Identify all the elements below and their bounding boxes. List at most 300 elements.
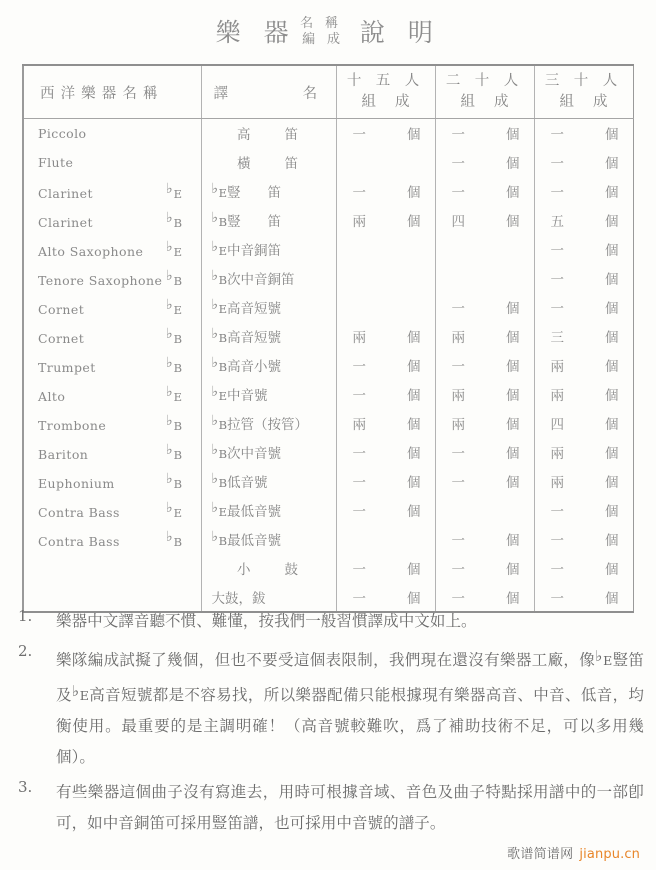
table-row [23,438,633,467]
cell-quantity-group30 [534,351,633,380]
quantity-number: 兩 [451,417,465,433]
instrument-key [166,442,182,461]
cell-quantity-group30 [534,409,633,438]
cell-quantity-group20 [435,293,534,322]
instrument-english-name: Cornet [38,301,85,317]
title-stacked-pair [296,10,348,49]
title-stack-bottom: 編 成 [302,32,344,48]
quantity-unit: 個 [407,388,421,404]
cell-quantity-group15 [336,351,435,380]
note-item [18,641,644,773]
cell-instrument-english [23,322,201,351]
quantity-unit: 個 [407,562,421,578]
instrument-english-name: Contra Bass [38,504,120,520]
column-header-group15 [336,65,435,119]
cell-quantity-group15 [336,438,435,467]
cell-quantity-group15 [336,554,435,583]
table-header-row [23,65,633,119]
quantity-number: 一 [550,504,564,520]
translation-name: 最低音號 [227,504,282,521]
flat-key-b-icon [211,267,228,288]
quantity-number: 四 [451,214,465,230]
quantity-unit: 個 [506,533,520,549]
cell-quantity-group15 [336,409,435,438]
quantity-unit: 個 [506,301,520,317]
cell-quantity-group20 [435,235,534,264]
cell-quantity-group20 [435,438,534,467]
quantity-unit: 個 [506,446,520,462]
quantity-number: 一 [352,562,366,578]
column-header-group30-line2: 組 成 [559,94,615,110]
flat-symbol: ♭ [211,238,219,255]
flat-key-e-icon [166,239,183,259]
pitch-letter: B [218,273,228,288]
table-row [23,119,633,148]
cell-instrument-translation [201,119,336,148]
pitch-letter: E [603,652,613,668]
column-header-group30-inner [535,71,633,113]
column-header-group20-inner [436,71,534,113]
quantity-unit: 個 [605,417,619,433]
cell-quantity-group30 [534,322,633,351]
quantity-number [353,299,357,315]
instrument-english-name: Bariton [38,446,89,462]
flat-key-e-icon [166,384,183,404]
table-row [23,322,633,351]
instrument-table [22,64,634,613]
instrument-english-name: Clarinet [38,214,93,230]
cell-quantity-group15 [336,293,435,322]
cell-quantity-group15 [336,264,435,293]
cell-quantity-group20 [435,467,534,496]
notes-section [18,606,644,843]
quantity-number: 一 [550,156,564,172]
cell-instrument-english [23,525,201,554]
table-row [23,293,633,322]
quantity-unit: 個 [407,475,421,491]
quantity-number: 一 [550,533,564,549]
quantity-unit: 個 [605,533,619,549]
flat-symbol: ♭ [71,681,80,700]
flat-symbol: ♭ [211,441,219,458]
column-header-english-label: 西洋樂器名稱 [40,85,164,102]
instrument-english-name [38,561,42,576]
pitch-letter: B [218,447,228,462]
pitch-letter: B [173,418,183,433]
quantity-number: 一 [451,185,465,201]
quantity-number: 兩 [352,330,366,346]
cell-quantity-group30 [534,525,633,554]
quantity-number: 一 [550,127,564,144]
translation-name-part1: 橫 [237,156,251,172]
pitch-letter: B [173,331,183,346]
table-row [23,351,633,380]
cell-instrument-english [23,119,201,148]
quantity-unit: 個 [407,214,421,230]
instrument-english-name: Cornet [38,330,85,346]
quantity-number [353,241,357,257]
quantity-unit: 個 [407,330,421,346]
quantity-unit: 個 [407,504,421,520]
quantity-number: 兩 [352,417,366,433]
flat-key-b-icon [211,325,228,346]
instrument-key [166,239,182,258]
pitch-letter: B [173,215,183,230]
quantity-number: 兩 [352,214,366,230]
instrument-key [166,181,182,200]
quantity-unit: 個 [407,446,421,462]
pitch-letter: E [173,244,183,259]
quantity-unit [515,502,519,518]
pitch-letter: B [218,476,228,491]
cell-instrument-english [23,409,201,438]
table-row [23,235,633,264]
quantity-number [452,502,456,518]
cell-quantity-group15 [336,496,435,525]
table-row [23,148,633,177]
cell-instrument-translation [201,409,336,438]
cell-instrument-translation [201,235,336,264]
quantity-number: 一 [451,156,465,172]
quantity-number [353,531,357,547]
cell-instrument-english [23,496,201,525]
flat-symbol: ♭ [211,383,219,400]
quantity-unit: 個 [407,185,421,201]
cell-quantity-group30 [534,380,633,409]
cell-instrument-english [23,293,201,322]
cell-quantity-group30 [534,496,633,525]
cell-quantity-group30 [534,119,633,148]
flat-symbol: ♭ [211,528,219,545]
translation-name-part2: 鼓 [284,562,298,578]
pitch-letter: B [218,215,228,230]
flat-symbol: ♭ [211,354,219,371]
quantity-unit: 個 [605,156,619,172]
instrument-english-name: Clarinet [38,185,93,201]
column-header-translation-right: 名 [302,85,322,102]
flat-symbol: ♭ [166,297,174,314]
flat-key-b-icon [211,528,228,549]
table-header [23,65,633,119]
cell-quantity-group20 [435,380,534,409]
flat-key-b-icon [166,326,183,346]
quantity-number: 一 [550,185,564,201]
quantity-number: 一 [451,533,465,549]
table-row [23,467,633,496]
flat-symbol: ♭ [166,471,174,488]
pitch-letter: E [173,186,183,201]
quantity-unit [416,531,420,547]
quantity-unit: 個 [605,504,619,520]
quantity-unit: 個 [506,214,520,230]
flat-symbol: ♭ [211,180,219,197]
translation-name: 高音短號 [227,301,282,318]
flat-symbol: ♭ [166,239,174,256]
table-body [23,119,633,612]
pitch-letter: B [218,418,228,433]
quantity-number: 五 [550,214,564,230]
cell-quantity-group30 [534,206,633,235]
quantity-number: 兩 [550,388,564,404]
flat-symbol: ♭ [166,268,174,285]
quantity-unit: 個 [605,388,619,404]
flat-key-b-icon [211,209,228,230]
flat-key-e-icon [595,647,613,669]
cell-quantity-group15 [336,467,435,496]
cell-instrument-translation [201,293,336,322]
quantity-number: 兩 [550,359,564,375]
quantity-unit: 個 [605,359,619,375]
quantity-unit: 個 [407,417,421,433]
quantity-number: 一 [451,301,465,317]
flat-symbol: ♭ [166,413,174,430]
quantity-unit: 個 [605,127,619,144]
translation-name: 大鼓，鈸 [211,590,266,607]
quantity-unit: 個 [506,388,520,404]
flat-key-b-icon [166,355,183,375]
instrument-key [166,500,182,519]
flat-symbol: ♭ [166,181,174,198]
quantity-number: 一 [451,590,465,607]
quantity-unit: 個 [407,359,421,375]
quantity-unit: 個 [605,243,619,259]
cell-instrument-english [23,177,201,206]
pitch-letter: E [218,389,228,404]
cell-instrument-english [23,438,201,467]
quantity-unit: 個 [605,446,619,462]
instrument-english-name: Piccolo [38,125,87,141]
translation-name: 高音小號 [227,359,282,376]
instrument-key [166,268,182,287]
cell-instrument-translation [201,438,336,467]
quantity-unit: 個 [407,127,421,144]
quantity-number: 一 [451,127,465,144]
cell-instrument-english [23,351,201,380]
cell-quantity-group20 [435,177,534,206]
cell-instrument-translation [201,177,336,206]
cell-quantity-group30 [534,293,633,322]
cell-quantity-group20 [435,322,534,351]
translation-name: 豎 笛 [227,185,282,202]
quantity-unit: 個 [605,214,619,230]
quantity-unit: 個 [506,156,520,172]
cell-quantity-group20 [435,496,534,525]
quantity-unit: 個 [506,185,520,201]
pitch-letter: B [173,273,183,288]
cell-instrument-translation [201,206,336,235]
table-row [23,554,633,583]
instrument-key [166,355,182,374]
instrument-english-name: Alto [38,388,66,404]
flat-key-b-icon [166,210,183,230]
flat-key-b-icon [211,412,228,433]
quantity-number: 四 [550,417,564,433]
cell-quantity-group20 [435,554,534,583]
quantity-number: 一 [550,590,564,607]
cell-quantity-group30 [534,177,633,206]
quantity-number: 一 [352,388,366,404]
flat-symbol: ♭ [211,296,219,313]
note-text-part1: 樂隊編成試擬了幾個，但也不要受這個表限制，我們現在還沒有樂器工廠，像 [56,650,596,669]
instrument-key [166,471,182,490]
cell-instrument-translation [201,264,336,293]
quantity-unit: 個 [605,185,619,201]
table-row [23,380,633,409]
quantity-number: 兩 [550,475,564,491]
instrument-table-container [22,64,632,613]
quantity-unit: 個 [605,330,619,346]
instrument-english-name: Trombone [38,417,107,433]
instrument-english-name: Flute [38,154,74,170]
note-text-part3: 高音短號都是不容易找，所以樂器配備只能根據現有樂器高音、中音、低音，均衡使用。最重要的是主調明確！（高音號較難吹，爲了補助技術不足，可以多用幾個）。 [56,685,644,766]
table-row [23,264,633,293]
instrument-english-name: Trumpet [38,359,96,375]
column-header-english [23,65,201,119]
translation-name: 低音號 [227,475,268,492]
translation-name: 最低音號 [227,533,282,550]
flat-key-e-icon [166,500,183,520]
quantity-number: 三 [550,330,564,346]
quantity-unit: 個 [605,562,619,578]
flat-key-b-icon [211,441,228,462]
flat-key-b-icon [166,442,183,462]
pitch-letter: E [218,186,228,201]
quantity-unit: 個 [605,475,619,491]
instrument-key [166,326,182,345]
quantity-number: 一 [550,243,564,259]
pitch-letter: B [218,331,228,346]
cell-instrument-translation [201,496,336,525]
translation-name: 次中音號 [227,446,282,463]
column-header-group15-line2: 組 成 [361,94,417,110]
quantity-unit: 個 [506,475,520,491]
table-row [23,496,633,525]
instrument-english-name: Alto Saxophone [38,243,144,259]
flat-symbol: ♭ [166,355,174,372]
instrument-key [166,384,182,403]
cell-instrument-translation [201,351,336,380]
cell-quantity-group30 [534,148,633,177]
note-number: 1. [18,607,33,625]
cell-quantity-group15 [336,380,435,409]
quantity-number: 一 [451,475,465,491]
quantity-number: 一 [451,562,465,578]
column-header-translation-left: 譯 [213,85,233,102]
flat-symbol: ♭ [166,529,174,546]
quantity-unit: 個 [506,359,520,375]
page-title [0,10,656,49]
cell-quantity-group15 [336,322,435,351]
flat-key-b-icon [166,471,183,491]
cell-quantity-group20 [435,264,534,293]
column-header-group20 [435,65,534,119]
pitch-letter: E [173,505,183,520]
column-header-translation-inner [202,82,336,103]
watermark-site-name-cn: 歌谱简谱网 [507,847,574,862]
quantity-number: 一 [451,446,465,462]
instrument-english-name: Contra Bass [38,533,120,549]
flat-symbol: ♭ [211,470,219,487]
quantity-number [353,154,357,170]
cell-quantity-group15 [336,525,435,554]
quantity-unit [416,270,420,286]
quantity-number: 一 [352,446,366,462]
flat-symbol: ♭ [166,326,174,343]
quantity-unit: 個 [605,590,619,607]
cell-quantity-group15 [336,177,435,206]
note-text: 有些樂器這個曲子沒有寫進去，用時可根據音域、音色及曲子特點採用譜中的一部卽可，如中音銅笛可採用豎笛譜，也可採用中音號的譜子。 [56,782,644,832]
flat-symbol: ♭ [595,647,603,665]
quantity-number: 一 [352,475,366,491]
translation-name-part2: 笛 [284,156,298,172]
cell-quantity-group20 [435,351,534,380]
cell-instrument-english [23,380,201,409]
cell-instrument-translation [201,525,336,554]
quantity-number: 兩 [451,388,465,404]
translation-name: 中音號 [227,388,268,405]
translation-name: 拉管（按管） [227,417,309,434]
column-header-group30 [534,65,633,119]
quantity-unit: 個 [506,127,520,144]
quantity-unit [416,154,420,170]
cell-quantity-group15 [336,235,435,264]
cell-quantity-group15 [336,148,435,177]
quantity-unit [515,241,519,257]
table-row [23,525,633,554]
quantity-number: 兩 [451,330,465,346]
flat-key-e-icon [211,383,228,404]
pitch-letter: B [173,534,183,549]
cell-quantity-group20 [435,206,534,235]
pitch-letter: E [218,302,228,317]
flat-key-e-icon [211,296,228,317]
quantity-unit [416,241,420,257]
title-stack-top: 名 稱 [300,16,342,31]
quantity-unit: 個 [605,301,619,317]
quantity-number: 一 [352,359,366,375]
quantity-unit: 個 [506,417,520,433]
cell-instrument-translation [201,380,336,409]
quantity-unit [416,299,420,315]
quantity-unit [515,270,519,286]
cell-quantity-group20 [435,525,534,554]
flat-symbol: ♭ [166,500,174,517]
cell-quantity-group15 [336,119,435,148]
quantity-number [353,270,357,286]
instrument-key [166,297,182,316]
flat-symbol: ♭ [211,412,219,429]
flat-symbol: ♭ [166,210,174,227]
pitch-letter: E [79,687,89,703]
quantity-unit: 個 [506,590,520,607]
quantity-number: 一 [550,301,564,317]
column-header-translation [201,65,336,119]
quantity-number [452,241,456,257]
quantity-unit: 個 [407,590,421,607]
flat-key-b-icon [166,529,183,549]
cell-instrument-translation [201,148,336,177]
table-row [23,409,633,438]
quantity-number: 一 [352,127,366,144]
cell-instrument-english [23,148,201,177]
cell-quantity-group20 [435,148,534,177]
translation-name-part2: 笛 [284,127,298,144]
cell-instrument-english [23,554,201,583]
table-row [23,206,633,235]
flat-symbol: ♭ [166,442,174,459]
translation-name: 次中音銅笛 [227,272,295,289]
flat-key-e-icon [211,499,228,520]
